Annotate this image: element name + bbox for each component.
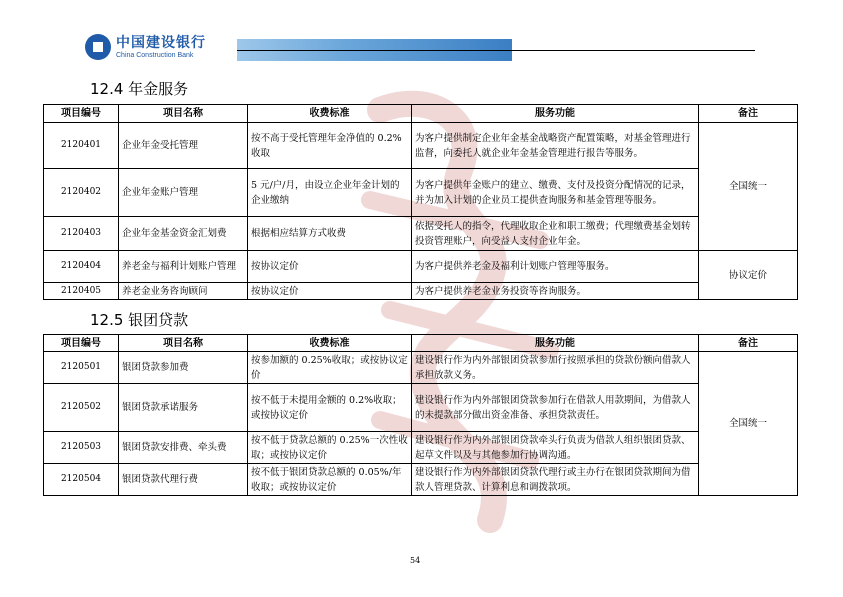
item-name: 企业年金账户管理 bbox=[119, 169, 248, 217]
page-number: 54 bbox=[410, 556, 421, 565]
item-note: 全国统一 bbox=[699, 352, 798, 496]
table-row bbox=[44, 251, 798, 283]
item-name: 企业年金受托管理 bbox=[119, 123, 248, 169]
item-name: 银团贷款安排费、牵头费 bbox=[119, 432, 248, 464]
table-row bbox=[44, 283, 798, 300]
table-header-row bbox=[44, 335, 798, 352]
item-code: 2120502 bbox=[44, 384, 119, 432]
item-function: 建设银行作为内外部银团贷款牵头行负责为借款人组织银团贷款、起草文件以及与其他参加行协调沟通。 bbox=[412, 432, 699, 464]
item-fee: 按协议定价 bbox=[248, 251, 412, 283]
item-name: 企业年金基金资金汇划费 bbox=[119, 217, 248, 251]
section-title-syndicated-loan: 12.5 银团贷款 bbox=[90, 311, 189, 329]
col-header-name: 项目名称 bbox=[119, 335, 248, 352]
item-fee: 按不高于受托管理年金净值的 0.2%收取 bbox=[248, 123, 412, 169]
item-code: 2120504 bbox=[44, 464, 119, 496]
item-fee: 按参加额的 0.25%收取；或按协议定价 bbox=[248, 352, 412, 384]
table-header-row bbox=[44, 105, 798, 123]
item-code: 2120503 bbox=[44, 432, 119, 464]
col-header-note: 备注 bbox=[699, 105, 798, 123]
table-row bbox=[44, 352, 798, 384]
bank-logo bbox=[85, 34, 206, 60]
item-function: 为客户提供养老金及福利计划账户管理等服务。 bbox=[412, 251, 699, 283]
table-row bbox=[44, 123, 798, 169]
item-function: 建设银行作为内外部银团贷款代理行或主办行在银团贷款期间为借款人管理贷款、计算利息和调拨款项。 bbox=[412, 464, 699, 496]
item-fee: 按不低于未提用金额的 0.2%收取；或按协议定价 bbox=[248, 384, 412, 432]
item-name: 养老金与福利计划账户管理 bbox=[119, 251, 248, 283]
item-function: 依据受托人的指令，代理收取企业和职工缴费；代理缴费基金划转投资管理账户，向受益人支付企业年金。 bbox=[412, 217, 699, 251]
item-fee: 根据相应结算方式收费 bbox=[248, 217, 412, 251]
col-header-code: 项目编号 bbox=[44, 105, 119, 123]
table-row bbox=[44, 217, 798, 251]
item-code: 2120405 bbox=[44, 283, 119, 300]
item-name: 银团贷款代理行费 bbox=[119, 464, 248, 496]
item-code: 2120501 bbox=[44, 352, 119, 384]
table-row bbox=[44, 169, 798, 217]
col-header-fee: 收费标准 bbox=[248, 105, 412, 123]
col-header-function: 服务功能 bbox=[412, 105, 699, 123]
item-fee: 按不低于银团贷款总额的 0.05%/年收取；或按协议定价 bbox=[248, 464, 412, 496]
col-header-fee: 收费标准 bbox=[248, 335, 412, 352]
col-header-note: 备注 bbox=[699, 335, 798, 352]
item-code: 2120403 bbox=[44, 217, 119, 251]
item-code: 2120404 bbox=[44, 251, 119, 283]
item-fee: 按不低于贷款总额的 0.25%一次性收取；或按协议定价 bbox=[248, 432, 412, 464]
col-header-code: 项目编号 bbox=[44, 335, 119, 352]
item-function: 为客户提供年金账户的建立、缴费、支付及投资分配情况的记录，并为加入计划的企业员工提供查询服务和基金管理等服务。 bbox=[412, 169, 699, 217]
header-rule bbox=[237, 50, 755, 51]
logo-chinese-name: 中国建设银行 bbox=[116, 34, 206, 51]
syndicated-loan-table bbox=[43, 334, 798, 496]
item-name: 养老金业务咨询顾问 bbox=[119, 283, 248, 300]
annuity-service-table bbox=[43, 104, 798, 300]
table-row bbox=[44, 464, 798, 496]
logo-english-name: China Construction Bank bbox=[116, 51, 194, 59]
item-name: 银团贷款参加费 bbox=[119, 352, 248, 384]
table-row bbox=[44, 432, 798, 464]
section-title-annuity: 12.4 年金服务 bbox=[90, 80, 189, 98]
item-note: 协议定价 bbox=[699, 251, 798, 300]
page-header bbox=[85, 34, 755, 70]
item-note: 全国统一 bbox=[699, 123, 798, 251]
item-fee: 按协议定价 bbox=[248, 283, 412, 300]
table-row bbox=[44, 384, 798, 432]
item-function: 建设银行作为内外部银团贷款参加行在借款人用款期间，为借款人的未提款部分做出资金准备、承担贷款责任。 bbox=[412, 384, 699, 432]
item-name: 银团贷款承诺服务 bbox=[119, 384, 248, 432]
item-function: 为客户提供制定企业年金基金战略资产配置策略，对基金管理进行监督，向委托人就企业年金基金管理进行报告等服务。 bbox=[412, 123, 699, 169]
item-code: 2120402 bbox=[44, 169, 119, 217]
item-code: 2120401 bbox=[44, 123, 119, 169]
item-function: 为客户提供养老金业务投资等咨询服务。 bbox=[412, 283, 699, 300]
item-function: 建设银行作为内外部银团贷款参加行按照承担的贷款份额向借款人承担放款义务。 bbox=[412, 352, 699, 384]
col-header-function: 服务功能 bbox=[412, 335, 699, 352]
ccb-logo-icon bbox=[85, 34, 111, 60]
item-fee: 5 元/户/月，由设立企业年金计划的企业缴纳 bbox=[248, 169, 412, 217]
col-header-name: 项目名称 bbox=[119, 105, 248, 123]
